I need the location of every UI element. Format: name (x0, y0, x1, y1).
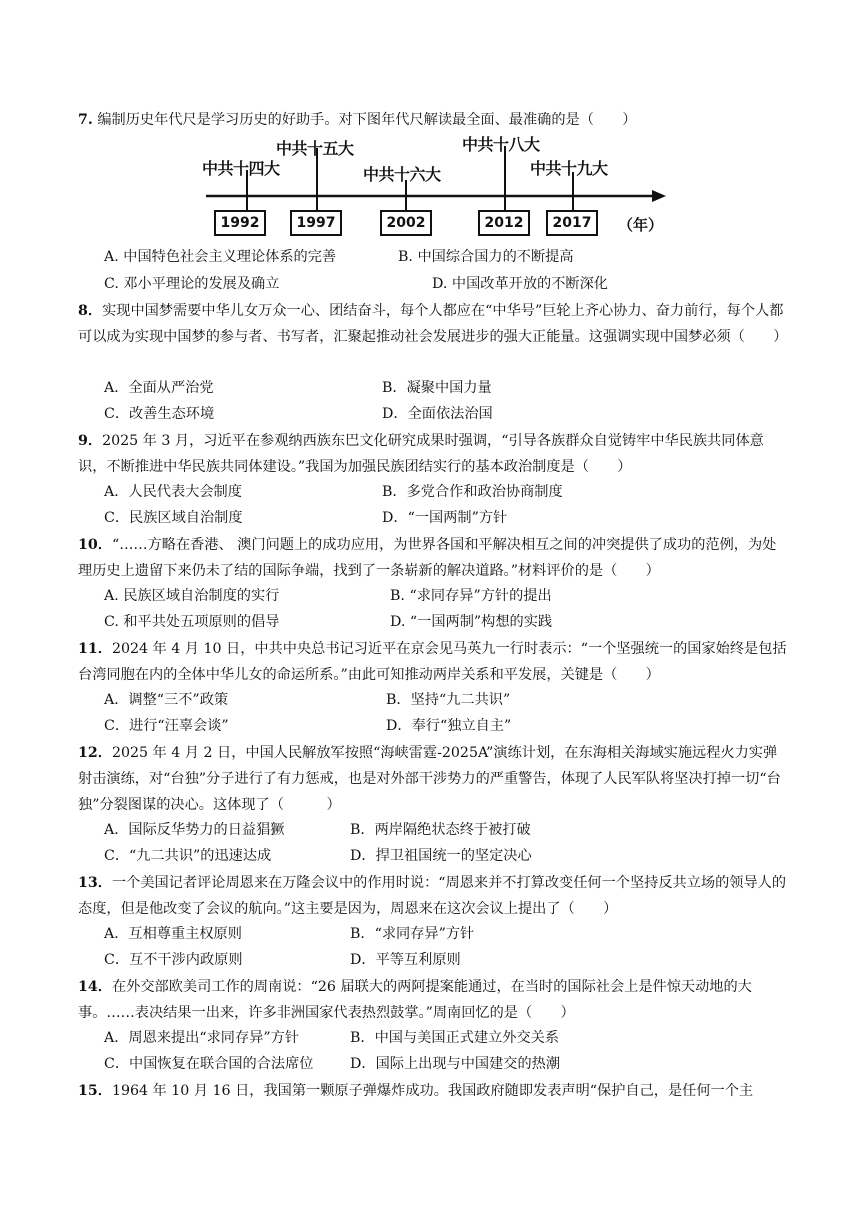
question-number: 11． (78, 641, 112, 657)
timeline-year-5: 2017 (546, 210, 598, 236)
option-d[interactable]: D．“一国两制”方针 (382, 510, 508, 526)
option-a[interactable]: A．人民代表大会制度 (104, 484, 242, 500)
option-c[interactable]: C．“九二共识”的迅速达成 (104, 848, 272, 864)
timeline-label-5: 中共十九大 (530, 159, 608, 178)
option-d[interactable]: D．国际上出现与中国建交的热潮 (350, 1056, 561, 1072)
option-c[interactable]: C．中国恢复在联合国的合法席位 (104, 1056, 314, 1072)
question-number: 10． (78, 537, 112, 553)
question-13 (78, 870, 790, 922)
option-b[interactable]: B．凝聚中国力量 (382, 380, 492, 396)
timeline-year-2: 1997 (290, 210, 342, 236)
option-a[interactable]: A. 中国特色社会主义理论体系的完善 (104, 249, 337, 265)
option-b[interactable]: B．坚持“九二共识” (386, 692, 511, 708)
question-number: 13． (78, 875, 112, 891)
question-number: 8． (78, 303, 103, 319)
option-d[interactable]: D．奉行“独立自主” (386, 718, 512, 734)
question-stem: 2025 年 4 月 2 日，中国人民解放军按照“海峡雷霆-2025A”演练计划，在东海相关海域实施远程火力实弹射击演练，对“台独”分子进行了有力惩戒，也是对外部干涉势力的严重警告，体现了人民军队将坚决打掉一切“台独”分裂图谋的决心。这体现了（ ） (78, 745, 781, 813)
option-c[interactable]: C. 邓小平理论的发展及确立 (104, 276, 280, 292)
question-14 (78, 974, 790, 1026)
option-a[interactable]: A．周恩来提出“求同存异”方针 (104, 1030, 300, 1046)
option-d[interactable]: D．平等互利原则 (350, 952, 461, 968)
question-number: 15． (78, 1083, 112, 1099)
option-d[interactable]: D. “一国两制”构想的实践 (390, 614, 553, 630)
option-b[interactable]: B．两岸隔绝状态终于被打破 (350, 822, 531, 838)
timeline-year-4: 2012 (478, 210, 530, 236)
timeline-label-4: 中共十八大 (462, 135, 540, 154)
option-c[interactable]: C. 和平共处五项原则的倡导 (104, 614, 280, 630)
question-stem: 1964 年 10 月 16 日，我国第一颗原子弹爆炸成功。我国政府随即发表声明“保护自己，是任何一个主 (111, 1083, 754, 1099)
question-stem: 在外交部欧美司工作的周南说：“26 届联大的两阿提案能通过，在当时的国际社会上是件惊天动地的大事。……表决结果一出来，许多非洲国家代表热烈鼓掌。”周南回忆的是（ ） (78, 979, 752, 1021)
question-9 (78, 428, 790, 480)
question-number: 12． (78, 745, 112, 761)
question-stem: 一个美国记者评论周恩来在万隆会议中的作用时说：“周恩来并不打算改变任何一个坚持反共立场的领导人的态度，但是他改变了会议的航向。”这主要是因为，周恩来在这次会议上提出了（ ） (78, 875, 787, 917)
timeline-unit: （年） (618, 216, 664, 234)
question-number: 7. (78, 112, 93, 128)
question-stem: 编制历史年代尺是学习历史的好助手。对下图年代尺解读最全面、最准确的是（ ） (97, 112, 637, 128)
timeline-year-1: 1992 (214, 210, 266, 236)
option-b[interactable]: B．多党合作和政治协商制度 (382, 484, 563, 500)
option-c[interactable]: C．改善生态环境 (104, 406, 215, 422)
history-timeline (200, 132, 680, 252)
question-stem: 2024 年 4 月 10 日，中共中央总书记习近平在京会见马英九一行时表示：“一个坚强统一的国家始终是包括台湾同胞在内的全体中华儿女的命运所系。”由此可知推动两岸关系和平发展，关键是（ ） (78, 641, 787, 683)
question-stem: 2025 年 3 月，习近平在参观纳西族东巴文化研究成果时强调，“引导各族群众自觉铸牢中华民族共同体意识，不断推进中华民族共同体建设。”我国为加强民族团结实行的基本政治制度是（ ） (78, 433, 764, 475)
option-c[interactable]: C．互不干涉内政原则 (104, 952, 243, 968)
option-a[interactable]: A．国际反华势力的日益猖獗 (104, 822, 285, 838)
question-stem: “……方略在香港、 澳门问题上的成功应用，为世界各国和平解决相互之间的冲突提供了成功的范例，为处理历史上遗留下来仍未了结的国际争端，找到了一条崭新的解决道路。”材料评价的是（ ） (78, 537, 777, 579)
timeline-year-3: 2002 (380, 210, 432, 236)
timeline-label-2: 中共十五大 (276, 139, 354, 158)
option-c[interactable]: C．民族区域自治制度 (104, 510, 243, 526)
question-stem: 实现中国梦需要中华儿女万众一心、团结奋斗，每个人都应在“中华号”巨轮上齐心协力、奋力前行，每个人都可以成为实现中国梦的参与者、书写者，汇聚起推动社会发展进步的强大正能量。这强调实现中国梦必须（ ） (78, 303, 788, 345)
option-b[interactable]: B. “求同存异”方针的提出 (390, 588, 552, 604)
question-12 (78, 740, 790, 818)
option-a[interactable]: A. 民族区域自治制度的实行 (104, 588, 280, 604)
question-number: 9． (78, 433, 103, 449)
question-10 (78, 532, 790, 584)
question-number: 14． (78, 979, 112, 995)
timeline-axis (200, 132, 680, 252)
option-d[interactable]: D．全面依法治国 (382, 406, 493, 422)
option-a[interactable]: A．全面从严治党 (104, 380, 214, 396)
option-b[interactable]: B．“求同存异”方针 (350, 926, 475, 942)
option-b[interactable]: B. 中国综合国力的不断提高 (398, 249, 574, 265)
option-a[interactable]: A．互相尊重主权原则 (104, 926, 242, 942)
option-d[interactable]: D. 中国改革开放的不断深化 (432, 276, 608, 292)
option-a[interactable]: A．调整“三不”政策 (104, 692, 229, 708)
question-7 (78, 107, 790, 133)
option-d[interactable]: D．捍卫祖国统一的坚定决心 (350, 848, 532, 864)
option-b[interactable]: B．中国与美国正式建立外交关系 (350, 1030, 560, 1046)
option-c[interactable]: C．进行“汪辜会谈” (104, 718, 229, 734)
question-15 (78, 1078, 790, 1104)
timeline-label-3: 中共十六大 (363, 165, 441, 184)
question-11 (78, 636, 790, 688)
question-8 (78, 298, 790, 350)
timeline-label-1: 中共十四大 (202, 159, 280, 178)
